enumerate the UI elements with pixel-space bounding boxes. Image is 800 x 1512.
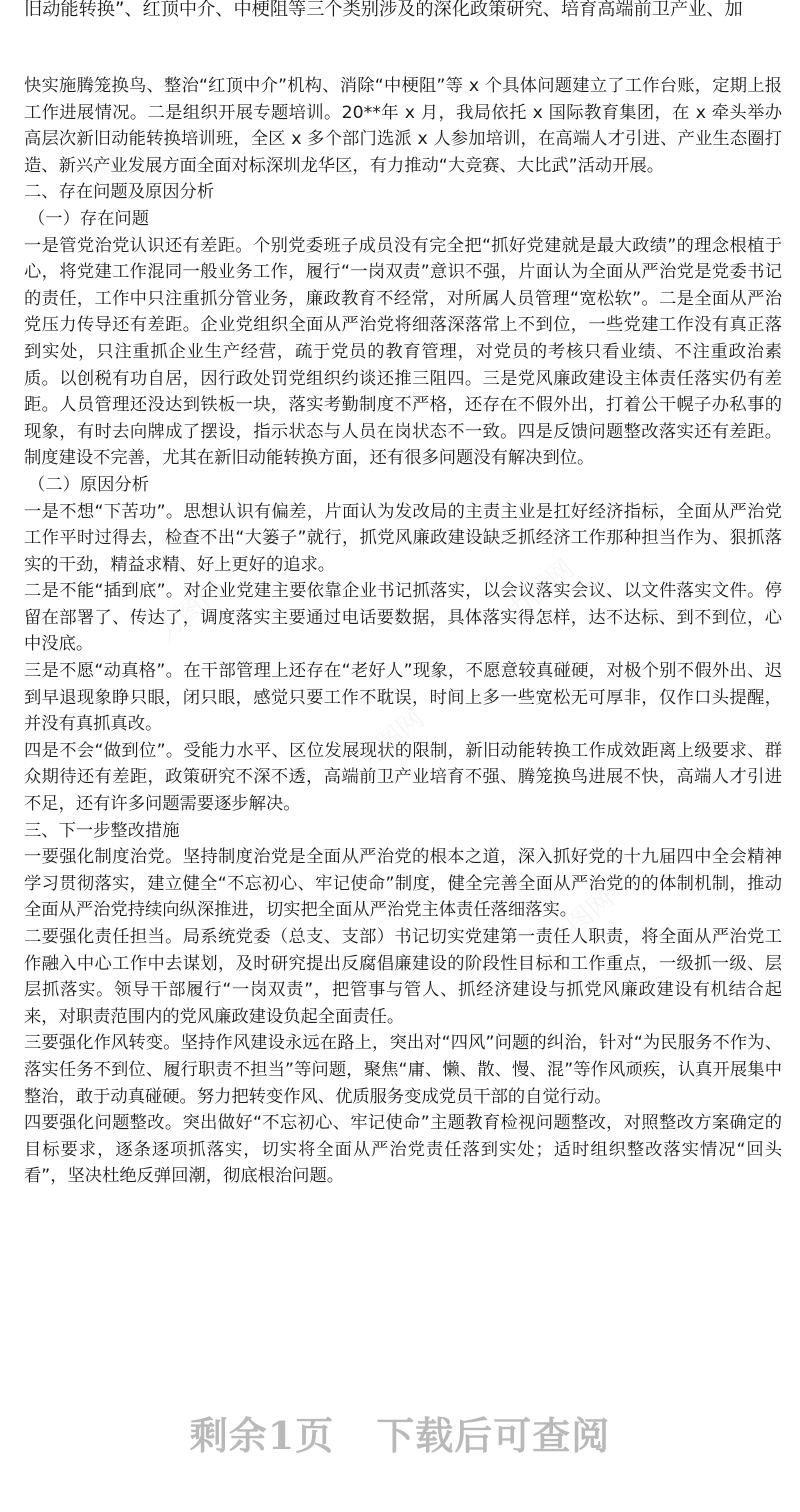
- watermark: 力图网: [541, 883, 621, 957]
- section-heading: 二、存在问题及原因分析: [24, 182, 215, 203]
- section-heading: 三、下一步整改措施: [24, 820, 180, 841]
- paragraph: 二是不能“插到底”。对企业党建主要依靠企业书记抓落实，以会议落实会议、以文件落实文件。停留在部署了、传达了，调度落实主要通过电话要数据，具体落实得怎样，达不达标、到不到位，心中没底。: [24, 581, 782, 655]
- subsection-heading: （一）存在问题: [28, 208, 149, 229]
- paragraph: 一是不想“下苦功”。思想认识有偏差，片面认为发改局的主责主业是扛好经济指标，全面从严治党工作平时过得去，检查不出“大篓子”就行，抓党风廉政建设缺乏抓经济工作那种担当作为、狠抓落实的干劲，精益求精、好上更好的追求。: [24, 501, 782, 575]
- watermark: 力图网: [151, 573, 231, 647]
- watermark: 力图网: [351, 703, 431, 777]
- paragraph: 四要强化问题整改。突出做好“不忘初心、牢记使命”主题教育检视问题整改，对照整改方案确定的目标要求，逐条逐项抓落实，切实将全面从严治党责任落到实处；适时组织整改落实情况“回头看”，坚决杜绝反弹回潮，彻底根治问题。: [24, 1113, 782, 1187]
- document-body: [24, 73, 782, 1190]
- previous-page-tail-line: 旧动能转换”、红顶中介、中梗阻等三个类别涉及的深化政策研究、培育高端前卫产业、加: [24, 0, 743, 20]
- paragraph: 四是不会“做到位”。受能力水平、区位发展现状的限制，新旧动能转换工作成效距离上级要求、群众期待还有差距，政策研究不深不透，高端前卫产业培育不强、腾笼换鸟进展不快，高端人才引进不足，还有许多问题需要逐步解决。: [24, 740, 782, 815]
- paragraph: 一是管党治党认识还有差距。个别党委班子成员没有完全把“抓好党建就是最大政绩”的理念根植于心，将党建工作混同一般业务工作，履行“一岗双责”意识不强，片面认为全面从严治党是党委书记的责任，工作中只注重抓分管业务，廉政教育不经常，对所属人员管理“宽松软”。二是全面从严治党压力传导还有差距。企业党组织全面从严治党将细落深落常上不到位，一些党建工作没有真正落到实处，只注重抓企业生产经营，疏于党员的教育管理，对党员的考核只看业绩、不注重政治素质。以创税有功自居，因行政处罚党组织约谈还推三阻四。三是党风廉政建设主体责任落实仍有差距。人员管理还没达到铁板一块，落实考勤制度不严格，还存在不假外出，打着公干幌子办私事的现象，有时去向牌成了摆设，指示状态与人员在岗状态不一致。四是反馈问题整改落实还有差距。制度建设不完善，尤其在新旧动能转换方面，还有很多问题没有解决到位。: [24, 235, 782, 469]
- paragraph: 二要强化责任担当。局系统党委（总支、支部）书记切实党建第一责任人职责，将全面从严治党工作融入中心工作中去谋划，及时研究提出反腐倡廉建设的阶段性目标和工作重点，一级抓一级、层层抓落实。领导干部履行“一岗双责”，把管事与管人、抓经济建设与抓党风廉政建设有机结合起来，对职责范围内的党风廉政建设负起全面责任。: [24, 927, 782, 1027]
- subsection-heading: （二）原因分析: [28, 474, 149, 495]
- paragraph: 三是不愿“动真格”。在干部管理上还存在“老好人”现象，不愿意较真碰硬，对极个别不假外出、迟到早退现象睁只眼，闭只眼，感觉只要工作不耽误，时间上多一些宽松无可厚非，仅作口头提醒，并没有真抓真改。: [24, 661, 782, 735]
- remaining-pages-label: 剩余1页: [189, 1413, 335, 1458]
- download-to-view-prompt[interactable]: [0, 1405, 800, 1460]
- watermark: 力图网: [501, 553, 581, 627]
- paragraph: 一要强化制度治党。坚持制度治党是全面从严治党的根本之道，深入抓好党的十九届四中全会精神学习贯彻落实，建立健全“不忘初心、牢记使命”制度，健全完善全面从严治党的的体制机制，推动全面从严治党持续向纵深推进，切实把全面从严治党主体责任落细落实。: [24, 847, 782, 921]
- paragraph: 三要强化作风转变。坚持作风建设永远在路上，突出对“四风”问题的纠治，针对“为民服务不作为、落实任务不到位、履行职责不担当”等问题，聚焦“庸、懒、散、慢、混”等作风顽疾，认真开展集中整治，敢于动真碰硬。努力把转变作风、优质服务变成党员干部的自觉行动。: [24, 1033, 782, 1107]
- paragraph: 快实施腾笼换鸟、整治“红顶中介”机构、消除“中梗阻”等 x 个具体问题建立了工作台账，定期上报工作进展情况。二是组织开展专题培训。20**年 x 月，我局依托 x 国际教育集团，在 x 牵头举办高层次新旧动能转换培训班，全区 x 多个部门选派 x 人参加培训，在高端人才引进、产业生态圈打造、新兴产业发展方面全面对标深圳龙华区，有力推动“大竞赛、大比武”活动开展。: [24, 76, 782, 176]
- download-hint-label: 下载后可查阅: [376, 1413, 611, 1458]
